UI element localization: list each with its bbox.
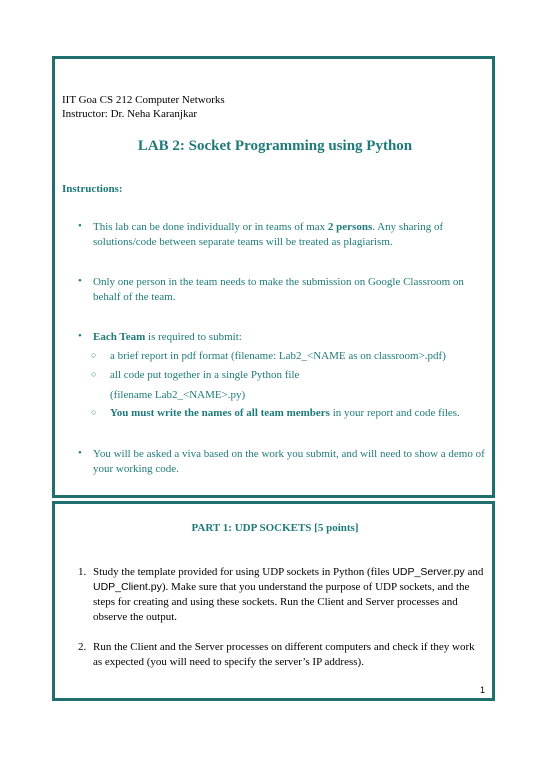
bullet-marker: • xyxy=(78,447,82,459)
bullet-marker: • xyxy=(78,275,82,287)
udp-server-filename: UDP_Server.py xyxy=(392,566,465,578)
item-1-line-4: observe the output. xyxy=(93,611,178,623)
course-header: IIT Goa CS 212 Computer Networks xyxy=(62,94,225,106)
page-number: 1 xyxy=(480,685,486,695)
sub-bullet-2: all code put together in a single Python file xyxy=(110,369,300,381)
item-2-number: 2. xyxy=(78,641,87,653)
bullet-1-line-1 xyxy=(93,220,443,235)
item-2-line-2: as expected (you will need to specify the server’s IP address). xyxy=(93,656,364,668)
bullet-4-line-1: You will be asked a viva based on the work you submit, and will need to show a demo of xyxy=(93,448,485,460)
sub-bullet-marker: ○ xyxy=(91,407,97,417)
item-1-line-2 xyxy=(93,580,469,595)
sub-bullet-3 xyxy=(110,406,460,421)
udp-client-filename: UDP_Client.py xyxy=(93,581,162,593)
bullet-marker: • xyxy=(78,220,82,232)
bullet-3-bold: Each Team xyxy=(93,331,146,343)
bullet-2-line-2: behalf of the team. xyxy=(93,291,176,303)
sub-bullet-marker: ○ xyxy=(91,369,97,379)
page-title: LAB 2: Socket Programming using Python xyxy=(137,138,413,154)
bullet-3-line-1 xyxy=(93,330,242,345)
sub-bullet-1: a brief report in pdf format (filename: Lab2_<NAME as on classroom>.pdf) xyxy=(110,350,446,362)
item-2-line-1: Run the Client and the Server processes on different computers and check if they work xyxy=(93,641,475,653)
bullet-marker: • xyxy=(78,330,82,342)
bullet-1-bold: 2 persons xyxy=(327,221,373,233)
bullet-2-line-1: Only one person in the team needs to make the submission on Google Classroom on xyxy=(93,276,464,288)
instructor-line: Instructor: Dr. Neha Karanjkar xyxy=(62,108,198,120)
item-1-text-2: ). Make sure that you understand the purpose of UDP sockets, and the xyxy=(161,581,470,593)
instructions-heading: Instructions: xyxy=(62,183,123,195)
sub-bullet-2-cont: (filename Lab2_<NAME>.py) xyxy=(110,389,246,401)
sub-bullet-3-text: in your report and code files. xyxy=(329,407,460,419)
part1-heading: PART 1: UDP SOCKETS [5 points] xyxy=(191,522,359,534)
item-1-text: Study the template provided for using UDP sockets in Python (files xyxy=(93,566,393,578)
bullet-3-text: is required to submit: xyxy=(145,331,242,343)
item-1-line-3: steps for creating and using these sockets. Run the Client and Server processes and xyxy=(93,596,458,608)
sub-bullet-marker: ○ xyxy=(91,350,97,360)
item-1-text-end: and xyxy=(464,566,484,578)
bullet-1-text-end: . Any sharing of xyxy=(372,221,444,233)
item-1-line-1 xyxy=(93,565,483,580)
bullet-1-line-2: solutions/code between separate teams will be treated as plagiarism. xyxy=(93,236,393,248)
sub-bullet-3-bold: You must write the names of all team members xyxy=(110,407,330,419)
bullet-1-text: This lab can be done individually or in teams of max xyxy=(93,221,328,233)
item-1-number: 1. xyxy=(78,566,87,578)
bullet-4-line-2: your working code. xyxy=(93,463,179,475)
